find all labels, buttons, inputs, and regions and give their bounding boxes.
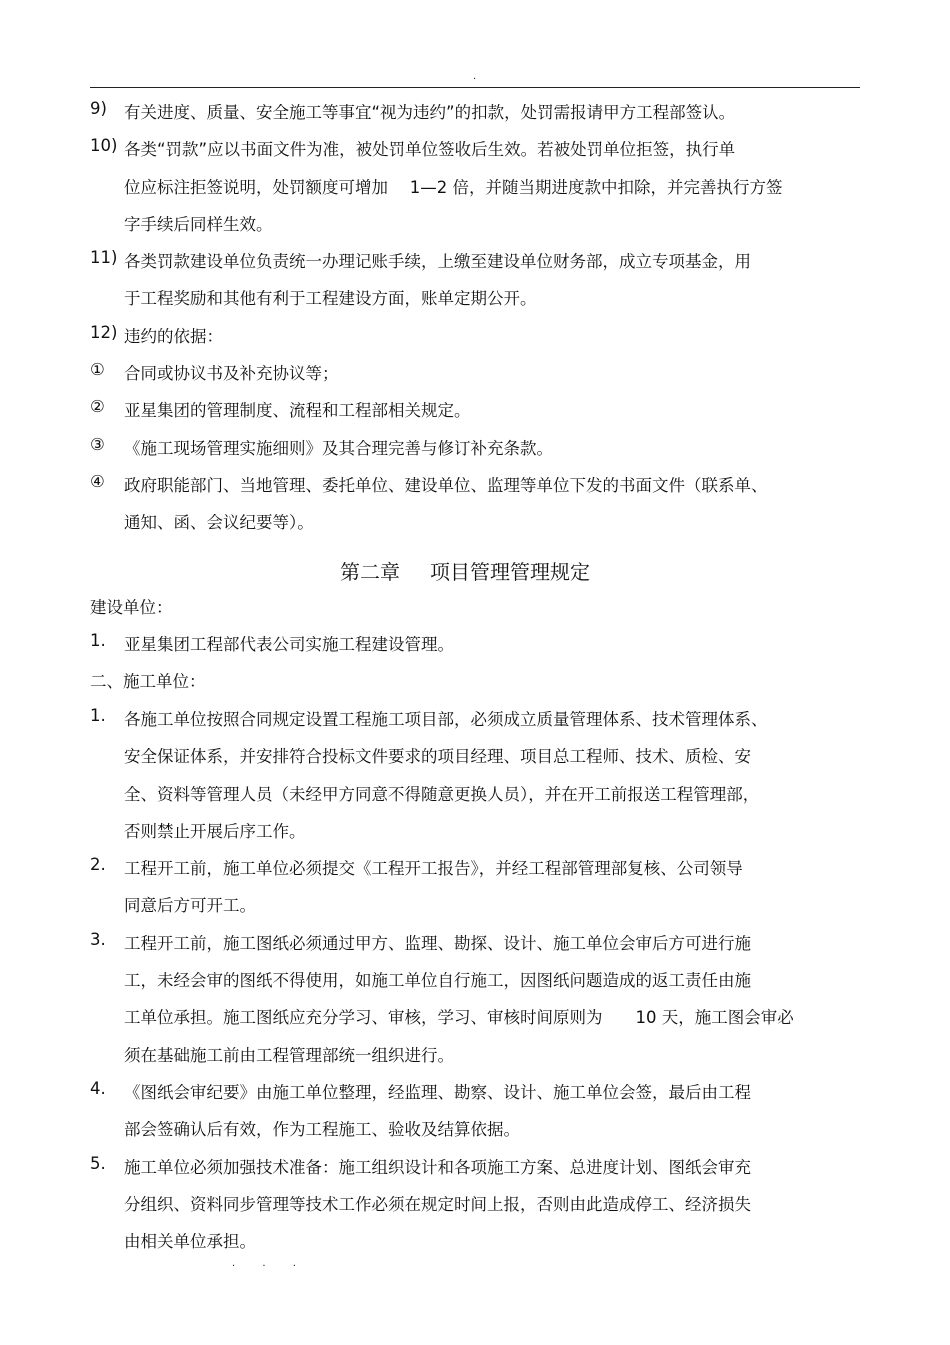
item-text-line: 通知、函、会议纪要等）。 <box>124 513 314 533</box>
item-text-line: 须在基础施工前由工程管理部统一组织进行。 <box>124 1045 454 1065</box>
item-number: 4. <box>90 1079 106 1098</box>
item-text-line: 《图纸会审纪要》由施工单位整理，经监理、勘察、设计、施工单位会签，最后由工程 <box>124 1083 751 1102</box>
item-text-line: 全、资料等管理人员（未经甲方同意不得随意更换人员），并在开工前报送工程管理部， <box>124 784 760 804</box>
chapter-number: 第二章 <box>340 560 400 584</box>
item-text-line: 《施工现场管理实施细则》及其合理完善与修订补充条款。 <box>124 438 553 458</box>
item-text-line: 施工单位必须加强技术准备：施工组织设计和各项施工方案、总进度计划、图纸会审充 <box>124 1157 751 1177</box>
item-number: ① <box>90 360 105 380</box>
item-number: ② <box>90 397 105 417</box>
item-number: 1. <box>90 631 106 650</box>
item-text-line: 各类罚款建设单位负责统一办理记账手续，上缴至建设单位财务部，成立专项基金，用 <box>124 252 751 272</box>
item-number: 5. <box>90 1153 106 1173</box>
item-text-line: 安全保证体系，并安排符合投标文件要求的项目经理、项目总工程师、技术、质检、安 <box>124 747 751 767</box>
item-text-line: 同意后方可开工。 <box>124 896 256 916</box>
footer-dots: . . . <box>232 1258 308 1269</box>
item-text-line: 政府职能部门、当地管理、委托单位、建设单位、监理等单位下发的书面文件（联系单、 <box>124 476 768 495</box>
item-text-line: 工单位承担。施工图纸应充分学习、审核，学习、审核时间原则为 10 天，施工图会审必 <box>124 1008 794 1028</box>
item-number: 2. <box>90 855 106 875</box>
item-text-line: 位应标注拒签说明，处罚额度可增加 1—2 倍，并随当期进度款中扣除，并完善执行方签 <box>124 177 783 197</box>
chapter-heading <box>340 556 590 585</box>
item-number: ③ <box>90 434 105 454</box>
item-text-line: 各类“罚款”应以书面文件为准，被处罚单位签收后生效。若被处罚单位拒签，执行单 <box>124 140 736 160</box>
item-text-line: 违约的依据： <box>124 326 223 346</box>
item-text-line: 分组织、资料同步管理等技术工作必须在规定时间上报，否则由此造成停工、经济损失 <box>124 1194 751 1214</box>
item-number: 1. <box>90 706 106 725</box>
header-mark: . <box>473 71 477 82</box>
item-number: 10) <box>90 136 118 156</box>
item-text-line: 工，未经会审的图纸不得使用，如施工单位自行施工，因图纸问题造成的返工责任由施 <box>124 971 751 991</box>
section-heading-construction-unit: 建设单位： <box>90 598 173 617</box>
item-number: 3. <box>90 929 106 949</box>
section-heading-contractor: 二、施工单位： <box>90 672 206 691</box>
item-number: 11) <box>90 248 118 268</box>
item-text-line: 工程开工前，施工图纸必须通过甲方、监理、勘探、设计、施工单位会审后方可进行施 <box>124 933 751 953</box>
item-text-line: 亚星集团工程部代表公司实施工程建设管理。 <box>124 635 454 654</box>
item-text-line: 合同或协议书及补充协议等； <box>124 364 339 384</box>
item-number: 12) <box>90 322 118 342</box>
item-text-line: 由相关单位承担。 <box>124 1232 256 1252</box>
item-number: ④ <box>90 472 105 491</box>
item-text-line: 于工程奖励和其他有利于工程建设方面，账单定期公开。 <box>124 289 537 309</box>
header-rule <box>90 87 860 88</box>
item-number: 9) <box>90 99 107 118</box>
item-text-line: 字手续后同样生效。 <box>124 214 273 234</box>
chapter-title: 项目管理管理规定 <box>430 560 590 584</box>
item-text-line: 各施工单位按照合同规定设置工程施工项目部，必须成立质量管理体系、技术管理体系、 <box>124 710 768 729</box>
item-text-line: 否则禁止开展后序工作。 <box>124 821 306 841</box>
item-text-line: 有关进度、质量、安全施工等事宜“视为违约”的扣款，处罚需报请甲方工程部签认。 <box>124 103 736 122</box>
item-text-line: 工程开工前，施工单位必须提交《工程开工报告》，并经工程部管理部复核、公司领导 <box>124 859 743 879</box>
item-text-line: 亚星集团的管理制度、流程和工程部相关规定。 <box>124 401 471 421</box>
item-text-line: 部会签确认后有效，作为工程施工、验收及结算依据。 <box>124 1120 520 1140</box>
